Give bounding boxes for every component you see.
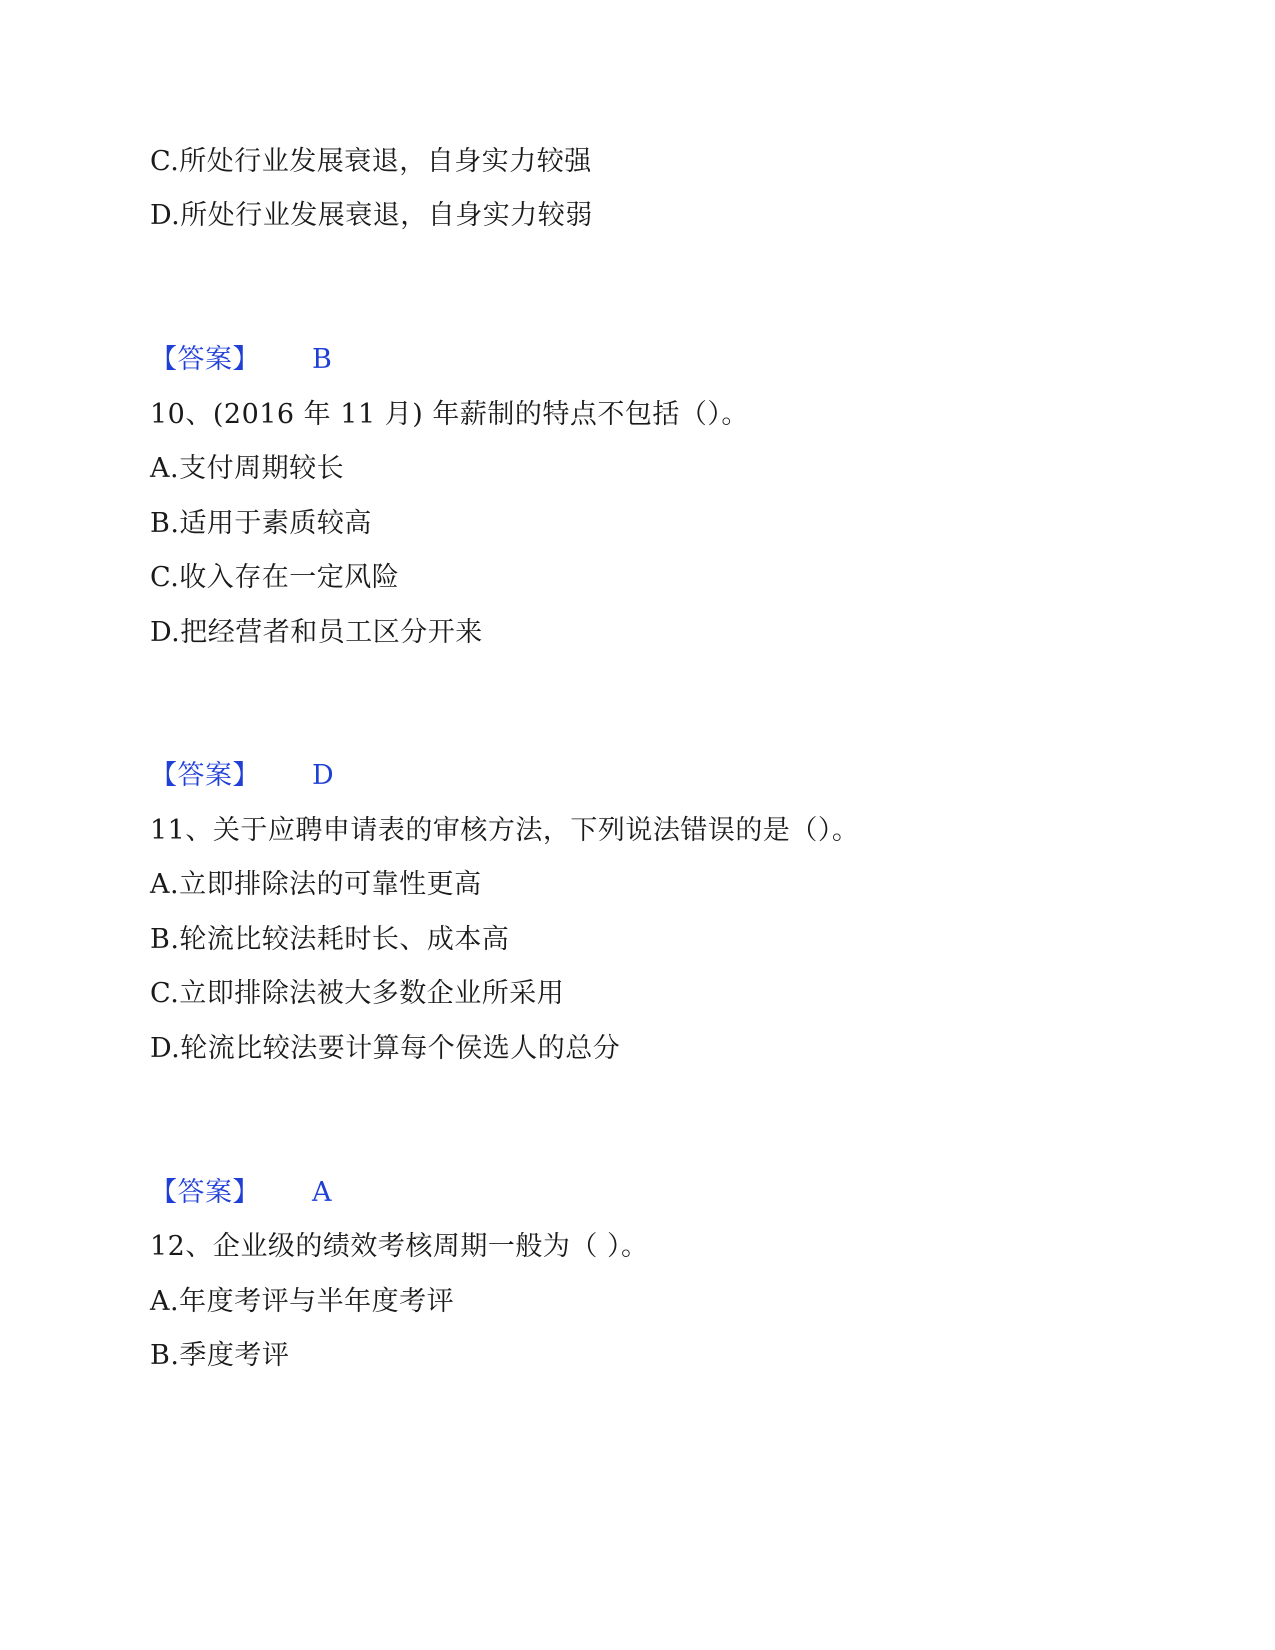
q11-option-a: A.立即排除法的可靠性更高	[150, 869, 482, 900]
q9-answer	[150, 342, 332, 378]
q11-option-d: D.轮流比较法要计算每个侯选人的总分	[150, 1033, 621, 1064]
q12-question: 12、企业级的绩效考核周期一般为（ ）。	[150, 1231, 649, 1262]
q11-answer	[150, 1175, 332, 1211]
answer-value: B	[312, 344, 333, 375]
answer-label: 【答案】	[150, 344, 260, 375]
q10-option-d: D.把经营者和员工区分开来	[150, 617, 483, 648]
q11-question: 11、关于应聘申请表的审核方法，下列说法错误的是（）。	[150, 815, 860, 846]
q10-question: 10、(2016 年 11 月) 年薪制的特点不包括（）。	[150, 399, 749, 430]
answer-value: D	[312, 760, 335, 791]
q11-option-c: C.立即排除法被大多数企业所采用	[150, 978, 565, 1009]
q9-option-d: D.所处行业发展衰退，自身实力较弱	[150, 200, 593, 231]
q10-option-a: A.支付周期较长	[150, 453, 345, 484]
answer-value: A	[312, 1177, 332, 1208]
answer-label: 【答案】	[150, 760, 260, 791]
q12-option-b: B.季度考评	[150, 1340, 290, 1371]
q10-answer	[150, 758, 334, 794]
q9-option-c: C.所处行业发展衰退，自身实力较强	[150, 146, 592, 177]
q11-option-b: B.轮流比较法耗时长、成本高	[150, 924, 510, 955]
answer-label: 【答案】	[150, 1177, 260, 1208]
q12-option-a: A.年度考评与半年度考评	[150, 1286, 455, 1317]
q10-option-c: C.收入存在一定风险	[150, 562, 400, 593]
q10-option-b: B.适用于素质较高	[150, 508, 372, 539]
